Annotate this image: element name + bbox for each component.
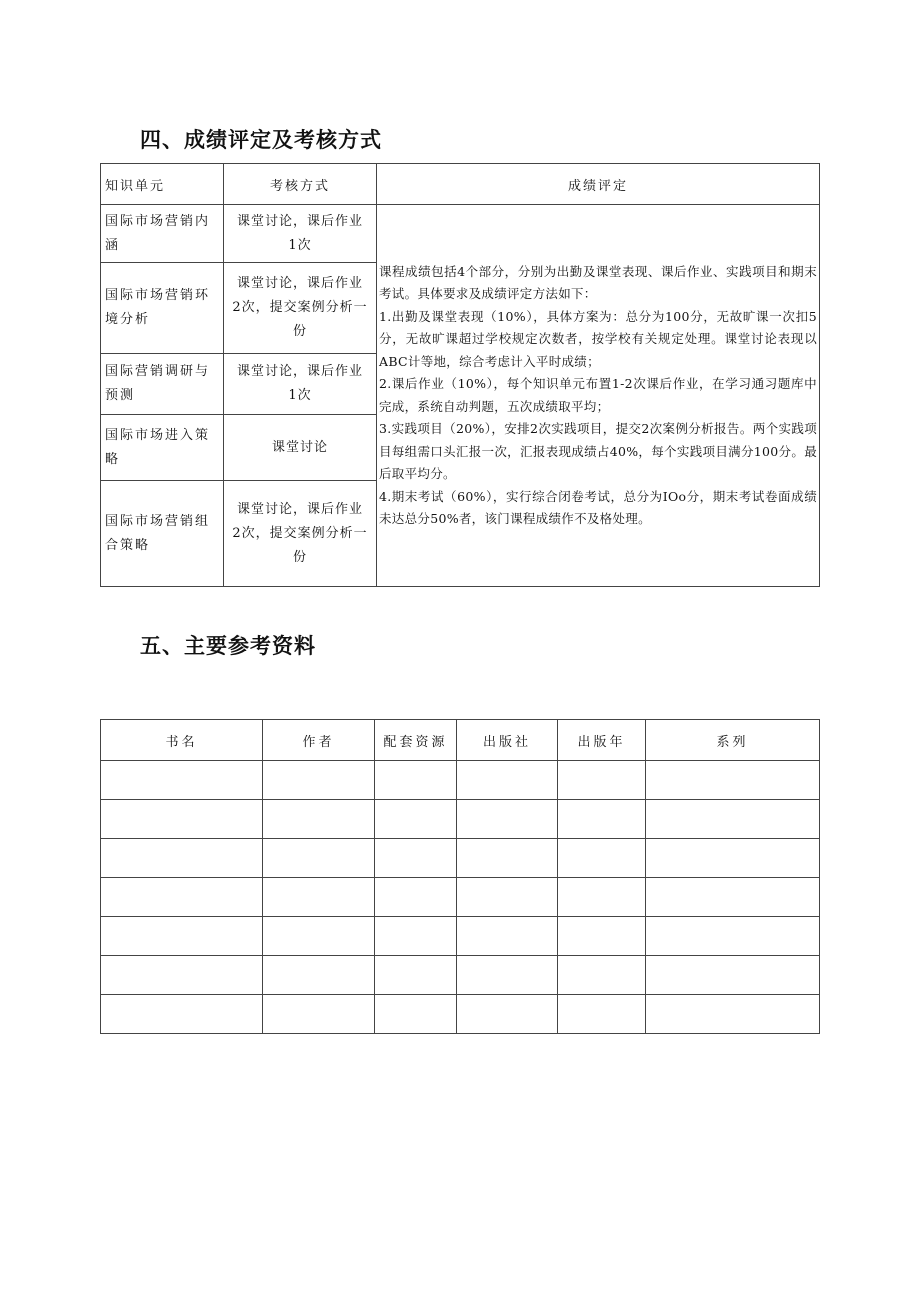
author-cell [263, 878, 375, 917]
series-cell [646, 995, 820, 1034]
knowledge-unit: 国际市场营销环境分析 [101, 263, 224, 354]
knowledge-unit: 国际市场营销组合策略 [101, 481, 224, 587]
resources-cell [375, 839, 457, 878]
table-row [101, 839, 820, 878]
criteria-item: 2.课后作业（10%），每个知识单元布置1-2次课后作业，在学习通习题库中完成，系统自动判题，五次成绩取平均； [379, 376, 817, 414]
method-line: 1次 [288, 237, 312, 253]
reference-table-body [101, 761, 820, 1034]
table-row [101, 878, 820, 917]
publish-year-cell [558, 878, 646, 917]
publisher-cell [457, 917, 558, 956]
table-row [101, 800, 820, 839]
method-line: 课堂讨论，课后作业 [236, 501, 363, 517]
table-row [101, 761, 820, 800]
publisher-cell [457, 761, 558, 800]
publisher-cell [457, 839, 558, 878]
book-title-cell [101, 917, 263, 956]
publisher-cell [457, 956, 558, 995]
knowledge-unit: 国际市场进入策略 [101, 415, 224, 481]
book-title-cell [101, 761, 263, 800]
series-cell [646, 839, 820, 878]
resources-cell [375, 800, 457, 839]
header-series: 系列 [646, 720, 820, 761]
resources-cell [375, 761, 457, 800]
method-line: 2次，提交案例分析一 [232, 300, 368, 315]
method-line: 课堂讨论，课后作业 [236, 364, 363, 379]
criteria-item: 4.期末考试（60%），实行综合闭卷考试，总分为IOo分，期末考试卷面成绩未达总分50%者，该门课程成绩作不及格处理。 [379, 488, 817, 526]
book-title-cell [101, 800, 263, 839]
method-line: 课堂讨论，课后作业 [236, 276, 363, 291]
grading-table [100, 163, 820, 587]
table-row [101, 917, 820, 956]
assessment-method [224, 205, 377, 263]
book-title-cell [101, 956, 263, 995]
series-cell [646, 800, 820, 839]
header-knowledge-unit: 知识单元 [101, 164, 224, 205]
header-resources: 配套资源 [375, 720, 457, 761]
knowledge-unit: 国际市场营销内涵 [101, 205, 224, 263]
publish-year-cell [558, 956, 646, 995]
author-cell [263, 800, 375, 839]
reference-table-header [101, 720, 820, 761]
method-line: 课堂讨论，课后作业 [236, 213, 363, 229]
book-title-cell [101, 995, 263, 1034]
book-title-cell [101, 878, 263, 917]
author-cell [263, 995, 375, 1034]
publish-year-cell [558, 761, 646, 800]
book-title-cell [101, 839, 263, 878]
knowledge-unit: 国际营销调研与预测 [101, 354, 224, 415]
header-author: 作者 [263, 720, 375, 761]
table-row [101, 956, 820, 995]
criteria-item: 1.出勤及课堂表现（10%），具体方案为：总分为100分，无故旷课一次扣5分，无故旷课超过学校规定次数者，按学校有关规定处理。课堂讨论表现以ABC计等地，综合考虑计入平时成绩； [379, 308, 817, 369]
publish-year-cell [558, 839, 646, 878]
method-line: 2次，提交案例分析一 [232, 525, 368, 541]
author-cell [263, 761, 375, 800]
reference-table [100, 719, 820, 1034]
assessment-method [224, 481, 377, 587]
publisher-cell [457, 878, 558, 917]
table-row [101, 995, 820, 1034]
method-line: 份 [292, 549, 307, 565]
author-cell [263, 839, 375, 878]
publish-year-cell [558, 800, 646, 839]
publisher-cell [457, 995, 558, 1034]
resources-cell [375, 956, 457, 995]
header-book-title: 书名 [101, 720, 263, 761]
header-assessment-method: 考核方式 [224, 164, 377, 205]
header-publisher: 出版社 [457, 720, 558, 761]
resources-cell [375, 995, 457, 1034]
header-grade-criteria: 成绩评定 [377, 164, 820, 205]
table-row [101, 205, 820, 263]
header-publish-year: 出版年 [558, 720, 646, 761]
assessment-method [224, 415, 377, 481]
resources-cell [375, 878, 457, 917]
author-cell [263, 956, 375, 995]
assessment-method [224, 263, 377, 354]
grading-table-header [101, 164, 820, 205]
publisher-cell [457, 800, 558, 839]
resources-cell [375, 917, 457, 956]
series-cell [646, 956, 820, 995]
method-line: 1次 [288, 388, 312, 403]
criteria-item: 3.实践项目（20%），安排2次实践项目，提交2次案例分析报告。两个实践项目每组需口头汇报一次，汇报表现成绩占40%，每个实践项目满分100分。最后取平均分。 [379, 421, 817, 481]
criteria-intro: 课程成绩包括4个部分，分别为出勤及课堂表现、课后作业、实践项目和期末考试。具体要求及成绩评定方法如下： [379, 263, 817, 301]
series-cell [646, 878, 820, 917]
author-cell [263, 917, 375, 956]
publish-year-cell [558, 917, 646, 956]
assessment-method [224, 354, 377, 415]
series-cell [646, 917, 820, 956]
publish-year-cell [558, 995, 646, 1034]
section4-title: 四、成绩评定及考核方式 [140, 128, 382, 152]
section5-title: 五、主要参考资料 [140, 634, 316, 658]
series-cell [646, 761, 820, 800]
grade-criteria [377, 205, 820, 587]
method-line: 课堂讨论 [271, 439, 328, 455]
method-line: 份 [292, 324, 307, 339]
